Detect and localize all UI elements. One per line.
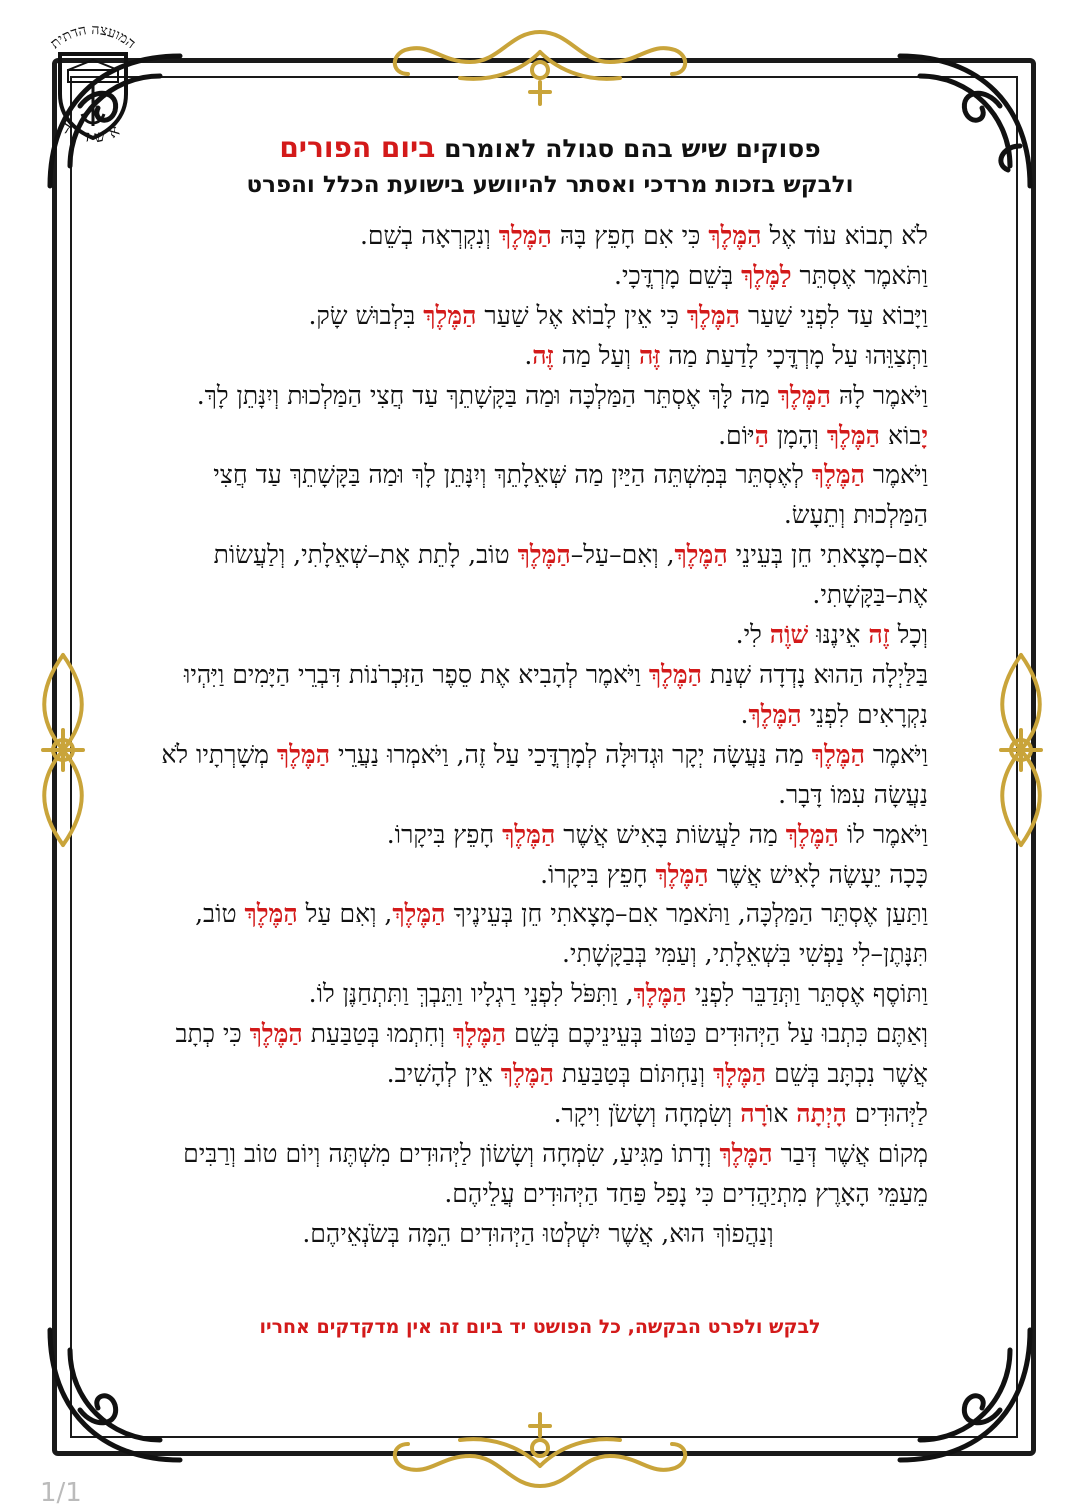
verse-highlight-word: הַמֶּלֶךְ xyxy=(811,460,865,490)
svg-text:המועצה הדתית xyxy=(48,22,139,52)
verse-highlight-word: הַמֶּלֶךְ xyxy=(648,659,703,689)
header-line-1 xyxy=(180,130,920,167)
verse-text: , וְאִם–עַל– xyxy=(570,540,675,570)
logo-arc-top-text: המועצה הדתית xyxy=(47,21,139,53)
religious-council-logo xyxy=(18,14,168,164)
verse-text: וַיֹּאמֶר xyxy=(864,460,928,490)
verse-highlight-word: הַמֶּלֶךְ xyxy=(502,819,556,849)
verse-text: טוֹב, לָתֵת אֶת–שְׁאֵלָתִי, וְלַעֲשׂוֹת אֶת–בַּקָּשָׁתִי. xyxy=(213,540,928,610)
verse-highlight-word: הַמֶּלֶךְ xyxy=(500,1059,554,1089)
verse-text: וַיֹּאמֶר לְהָבִיא אֶת סֵפֶר הַזִּכְרֹנוֹת דִּבְרֵי הַיָּמִים וַיִּהְיוּ נִקְרָאִים לִפְנֵי xyxy=(183,659,928,729)
verse-highlight-word: הַמֶּלֶךְ xyxy=(785,819,839,849)
verse-highlight-word: הַמֶּלֶךְ xyxy=(633,979,687,1009)
verse-highlight-word: ֹרָה xyxy=(740,1098,767,1128)
verse-text: וַתַּעַן אֶסְתֵּר הַמַּלְכָּה, וַתֹּאמַר אִם–מָצָאתִי חֵן בְּעֵינֶיךָ xyxy=(445,899,928,929)
verse-line xyxy=(148,1134,928,1214)
verse-highlight-word: הַמֶּלֶךְ xyxy=(655,859,709,889)
verse-highlight-word: הַמֶּלֶךְ xyxy=(517,540,571,570)
gold-ornament-bottom xyxy=(380,1410,700,1496)
verse-line xyxy=(148,256,928,296)
verse-text: לַיְּהוּדִים xyxy=(846,1098,928,1128)
verse-text: וְשִׂמְחָה וְשָׂשֹׂן וִיקָר. xyxy=(553,1098,741,1128)
verse-highlight-word: הַמֶּלֶךְ xyxy=(748,699,802,729)
gold-ornament-right xyxy=(986,650,1056,850)
verse-highlight-word: הַמֶּלֶךְ xyxy=(686,300,741,330)
verse-line xyxy=(148,1014,928,1094)
verse-text: מְשָׁרְתָיו לֹא נַעֲשָׂה עִמּוֹ דָּבָר. xyxy=(161,739,928,809)
verse-text: וַתֹּאמֶר אֶסְתֵּר xyxy=(791,260,928,290)
verse-text: וְדָתוֹ מַגִּיעַ, שִׂמְחָה וְשָׂשׂוֹן לַיְּהוּדִים מִשְׁתֶּה וְיוֹם טוֹב וְרַבִּים מֵעַמֵּי הָאָרֶץ מִתְיַהֲדִים כִּי נָפַל פַּחַד הַיְּהוּדִים עֲלֵיהֶם. xyxy=(183,1138,928,1208)
verse-highlight-word: לַמֶּלֶךְ xyxy=(741,260,792,290)
verse-text: וַיֹּאמֶר לוֹ xyxy=(838,819,928,849)
verse-text: מַה נַּעֲשָׂה יְקָר וּגְדוּלָּה לְמָרְדֳּכַי עַל זֶה, וַיֹּאמְרוּ נַעֲרֵי xyxy=(330,739,812,769)
verse-line xyxy=(148,735,928,815)
page-header xyxy=(180,130,920,203)
verse-text: . xyxy=(740,699,749,729)
verse-text: אֵינֶנּוּ xyxy=(808,620,869,650)
verse-text: וְנִקְרְאָה בְשֵׁם. xyxy=(359,221,499,250)
verse-line xyxy=(148,296,928,336)
verse-highlight-word: הַמֶּלֶךְ xyxy=(276,739,331,769)
verse-highlight-word: הַמֶּלֶךְ xyxy=(674,540,728,570)
verse-highlight-word: הַמֶּלֶךְ xyxy=(392,899,446,929)
verse-line xyxy=(148,615,928,655)
corner-ornament-bottom-right xyxy=(890,1320,1040,1470)
verse-highlight-word: הַמֶּלֶךְ xyxy=(244,899,298,929)
verse-highlight-word: זֶּה xyxy=(532,340,554,370)
verse-text: בוֹא xyxy=(880,420,922,450)
verse-highlight-word: הַמֶּלֶךְ xyxy=(777,380,831,410)
page-indicator: 1/1 xyxy=(40,1478,82,1508)
verse-text: חָפֵץ בִּיקָרוֹ. xyxy=(540,859,656,889)
verse-line xyxy=(148,655,928,735)
corner-ornament-bottom-left xyxy=(40,1320,190,1470)
verse-text: טוֹב, תִּנָּתֶן–לִי נַפְשִׁי בִּשְׁאֵלָתִי, וְעַמִּי בְּבַקָּשָׁתִי. xyxy=(195,899,928,969)
verse-line xyxy=(148,336,928,376)
verse-text: וַתּוֹסֶף אֶסְתֵּר וַתְּדַבֵּר לִפְנֵי xyxy=(686,979,928,1009)
verse-highlight-word: הַ xyxy=(754,420,769,450)
header-line-2: ולבקש בזכות מרדכי ואסתר להיוושע בישועת הכלל והפרט xyxy=(246,172,854,198)
verse-text: . xyxy=(524,340,533,370)
verse-line xyxy=(148,216,928,256)
verse-text: וְעַל מַה xyxy=(553,340,639,370)
verse-highlight-word: הַמֶּלֶךְ xyxy=(712,1059,767,1089)
verse-highlight-word: הַמֶּלֶךְ xyxy=(708,221,762,250)
verse-text: וַיֹּאמֶר xyxy=(864,739,928,769)
verse-highlight-word: זֶה xyxy=(868,620,890,650)
verse-highlight-word: יָ xyxy=(921,420,928,450)
verse-text: וַיֹּאמֶר לָהּ xyxy=(830,380,928,410)
logo-arc-bottom-text: אשדוד xyxy=(58,117,128,147)
verse-text: וַתְּצַוֵּהוּ עַל מָרְדֳּכָי לָדַעַת מַה xyxy=(660,340,928,370)
verse-line xyxy=(148,894,928,974)
verse-highlight-word: הָיְתָה xyxy=(796,1098,847,1128)
verse-text: לִי. xyxy=(735,620,770,650)
verse-text: יּוֹם. xyxy=(718,420,755,450)
verse-line xyxy=(148,855,928,895)
verse-line xyxy=(148,416,928,456)
verse-text: כִּי כְתָב אֲשֶׁר נִכְתָּב בְּשֵׁם xyxy=(175,1019,928,1089)
verse-text: או xyxy=(766,1098,797,1128)
verse-text: בִּלְבוּשׁ שָׂק. xyxy=(308,300,424,330)
verse-text: חָפֵץ בִּיקָרוֹ. xyxy=(386,819,503,849)
verse-text: וְכָל xyxy=(889,620,928,650)
verse-text: , וְאִם עַל xyxy=(297,899,393,929)
verse-text: וְחִתְמוּ בְּטַבַּעַת xyxy=(302,1019,453,1049)
verse-text: מַה לָּךְ אֶסְתֵּר הַמַּלְכָּה וּמַה בַּקָּשָׁתֵךְ עַד חֲצִי הַמַּלְכוּת וְיִנָּתֵן לָךְ. xyxy=(196,380,778,410)
gold-ornament-left xyxy=(28,650,98,850)
verse-highlight-word: הַמֶּלֶךְ xyxy=(811,739,865,769)
verse-text: בַּלַּיְלָה הַהוּא נָדְדָה שְׁנַת xyxy=(702,659,928,689)
footer-note: לבקש ולפרט הבקשה, כל הפושט יד ביום זה אין מדקדקים אחריו xyxy=(259,1316,821,1338)
verse-line xyxy=(148,455,928,535)
verse-text: כִּי אִם חָפֵץ בָּהּ xyxy=(551,221,709,250)
verse-highlight-word: הַמֶּלֶךְ xyxy=(452,1019,507,1049)
verse-line xyxy=(148,535,928,615)
verse-text: מַה לַעֲשׂוֹת בָּאִישׁ אֲשֶׁר xyxy=(555,819,786,849)
verse-text: אֵין לְהָשִׁיב. xyxy=(386,1059,501,1089)
verse-text: , וַתִּפֹּל לִפְנֵי רַגְלָיו וַתֵּבְךְּ וַתִּתְחַנֶּן לוֹ. xyxy=(308,979,634,1009)
verse-line xyxy=(148,1214,928,1254)
verse-line xyxy=(148,376,928,416)
verse-highlight-word: הַמֶּלֶךְ xyxy=(826,420,881,450)
verse-text: לֹא תָבוֹא עוֹד אֶל xyxy=(761,221,928,250)
verse-highlight-word: הַמֶּלֶךְ xyxy=(719,1138,773,1168)
gold-ornament-top xyxy=(380,22,700,108)
verse-text: לְאֶסְתֵּר בְּמִשְׁתֵּה הַיַּיִן מַה שְּׁאֵלָתֵךְ וְיִנָּתֵן לָךְ וּמַה בַּקָּשָׁתֵךְ עַד חֲצִי הַמַּלְכוּת וְתֵעָשׂ. xyxy=(213,460,928,530)
verse-line xyxy=(148,974,928,1014)
verse-text: אִם–מָצָאתִי חֵן בְּעֵינֵי xyxy=(727,540,928,570)
verses-list xyxy=(148,216,928,1254)
verse-highlight-word: הַמֶּלֶךְ xyxy=(249,1019,303,1049)
verse-highlight-word: הַמֶּלֶךְ xyxy=(423,300,477,330)
verse-text: וְהָמָן xyxy=(768,420,827,450)
verse-highlight-word: הַמֶּלֶךְ xyxy=(498,221,552,250)
verse-text: וְנַחְתּוֹם בְּטַבַּעַת xyxy=(553,1059,713,1089)
header-line-1-text: פסוקים שיש בהם סגולה לאומרם xyxy=(435,134,821,163)
verse-text: כִּי אֵין לָבוֹא אֶל שַׁעַר xyxy=(476,300,687,330)
verse-highlight-word: שׁוֶֹה xyxy=(769,620,809,650)
verse-line xyxy=(148,1094,928,1134)
verse-text: בְּשֵׁם מָרְדֳּכָי. xyxy=(614,260,742,290)
verse-line xyxy=(148,815,928,855)
verse-text: וַיָּבוֹא עַד לִפְנֵי שַׁעַר xyxy=(740,300,928,330)
verse-text: וְאַתֶּם כִּתְבוּ עַל הַיְּהוּדִים כַּטּוֹב בְּעֵינֵיכֶם בְּשֵׁם xyxy=(506,1019,928,1049)
verse-text: כָּכָה יֵעָשֶׂה לָאִישׁ אֲשֶׁר xyxy=(708,859,928,889)
verse-highlight-word: זֶּה xyxy=(638,340,661,370)
verse-text: מְקוֹם אֲשֶׁר דְּבַר xyxy=(772,1138,928,1168)
verse-text: וְנַהֲפוֹךְ הוּא, אֲשֶׁר יִשְׁלְטוּ הַיְּהוּדִים הֵמָּה בְּשֹׂנְאֵיהֶם. xyxy=(302,1218,774,1248)
header-highlight-purim: ביום הפורים xyxy=(279,131,436,164)
